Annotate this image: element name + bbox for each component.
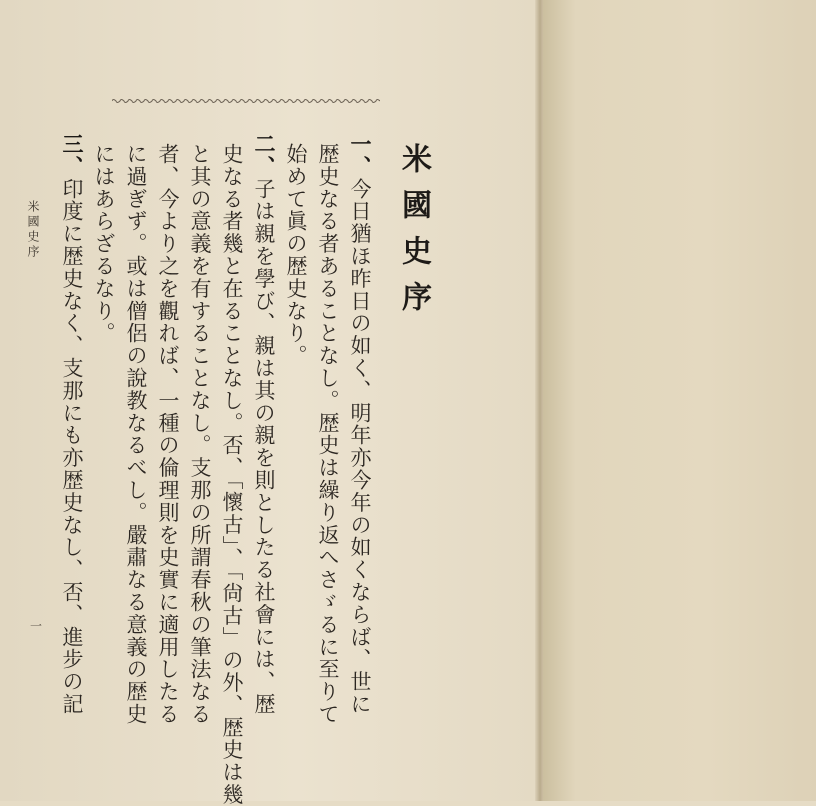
column-text: に過ぎず。或は僧侶の說教なるべし。嚴肅なる意義の歴史 (124, 143, 148, 726)
column-text: 今日猶ほ昨日の如く、明年亦今年の如くならば、世に (348, 177, 372, 716)
item-number: 一、 (348, 133, 373, 178)
item-number: 二、 (252, 133, 277, 178)
column-text: 歴史なる者あることなし。歴史は繰り返へさゞるに至りて (316, 143, 340, 726)
text-column-1 (347, 133, 373, 733)
text-column-3 (283, 143, 309, 743)
text-column-8 (123, 143, 149, 743)
wavy-rule-ornament (112, 96, 380, 106)
text-column-5 (219, 143, 245, 806)
text-column-6 (187, 143, 213, 743)
column-text: 印度に歴史なく、支那にも亦歴史なし、否、進步の記 (60, 177, 84, 716)
column-text: にはあらざるなり。 (92, 143, 116, 345)
right-page-blank (543, 0, 816, 801)
item-number: 三、 (60, 133, 85, 178)
text-column-7 (155, 143, 181, 743)
text-column-4 (251, 133, 277, 733)
text-column-10 (59, 133, 85, 733)
column-text: 者、今より之を觀れば、一種の倫理則を史實に適用したる (156, 143, 180, 726)
page-title: 米國史序 (396, 143, 431, 327)
column-text: と其の意義を有することなし。支那の所謂春秋の筆法なる (188, 143, 212, 726)
running-head: 米國史序 (26, 200, 40, 260)
page-number: 一 (30, 619, 43, 633)
column-text: 史なる者幾と在ることなし。否、「懷古」、「尙古」の外、歴史は幾 (220, 143, 244, 806)
column-text: 始めて眞の歴史なり。 (284, 143, 308, 367)
text-column-9 (91, 143, 117, 743)
text-column-2 (315, 143, 341, 743)
column-text: 子は親を學び、親は其の親を則としたる社會には、歴 (252, 177, 276, 716)
